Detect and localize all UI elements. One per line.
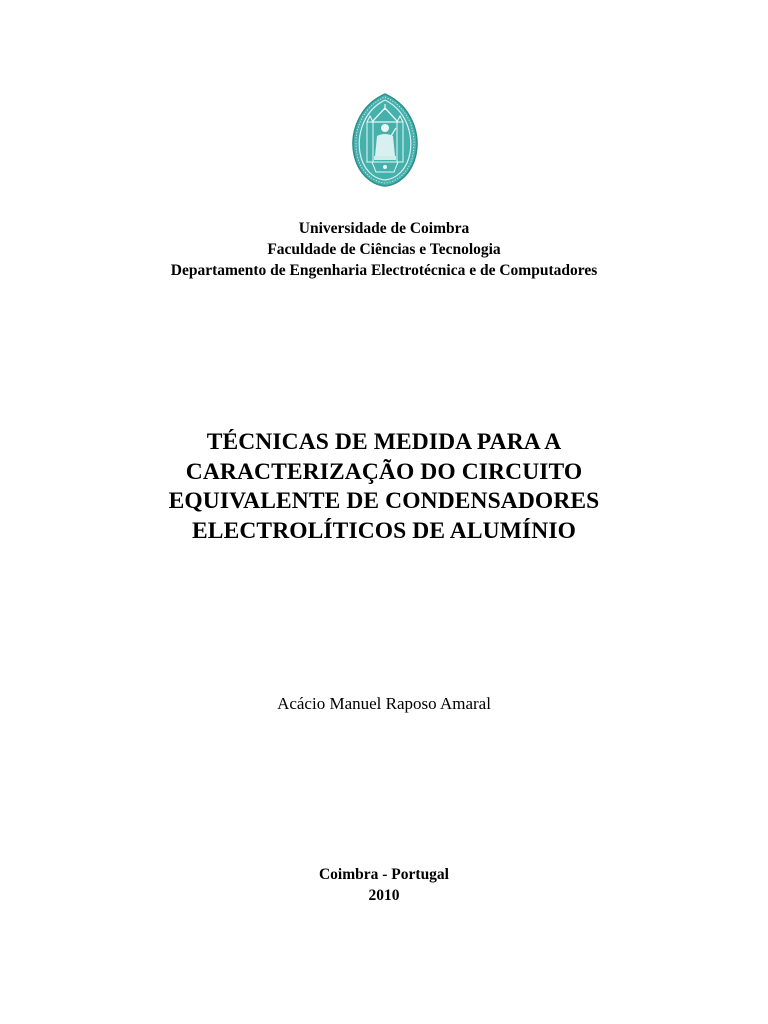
thesis-title: [0, 428, 768, 546]
department-name: Departamento de Engenharia Electrotécnica e de Computadores: [170, 262, 598, 279]
title-line: EQUIVALENTE DE CONDENSADORES: [168, 488, 600, 514]
year: 2010: [368, 887, 400, 904]
location: Coimbra - Portugal: [318, 866, 449, 883]
faculty-name: Faculdade de Ciências e Tecnologia: [267, 241, 501, 258]
title-line: TÉCNICAS DE MEDIDA PARA A: [206, 429, 562, 455]
institution-block: [0, 218, 768, 281]
place-and-date: [0, 864, 768, 906]
university-name: Universidade de Coimbra: [298, 220, 470, 237]
university-seal-icon: [350, 92, 420, 188]
title-line: ELECTROLÍTICOS DE ALUMÍNIO: [192, 517, 576, 544]
title-line: CARACTERIZAÇÃO DO CIRCUITO: [185, 458, 583, 485]
author-name: Acácio Manuel Raposo Amaral: [277, 694, 491, 713]
